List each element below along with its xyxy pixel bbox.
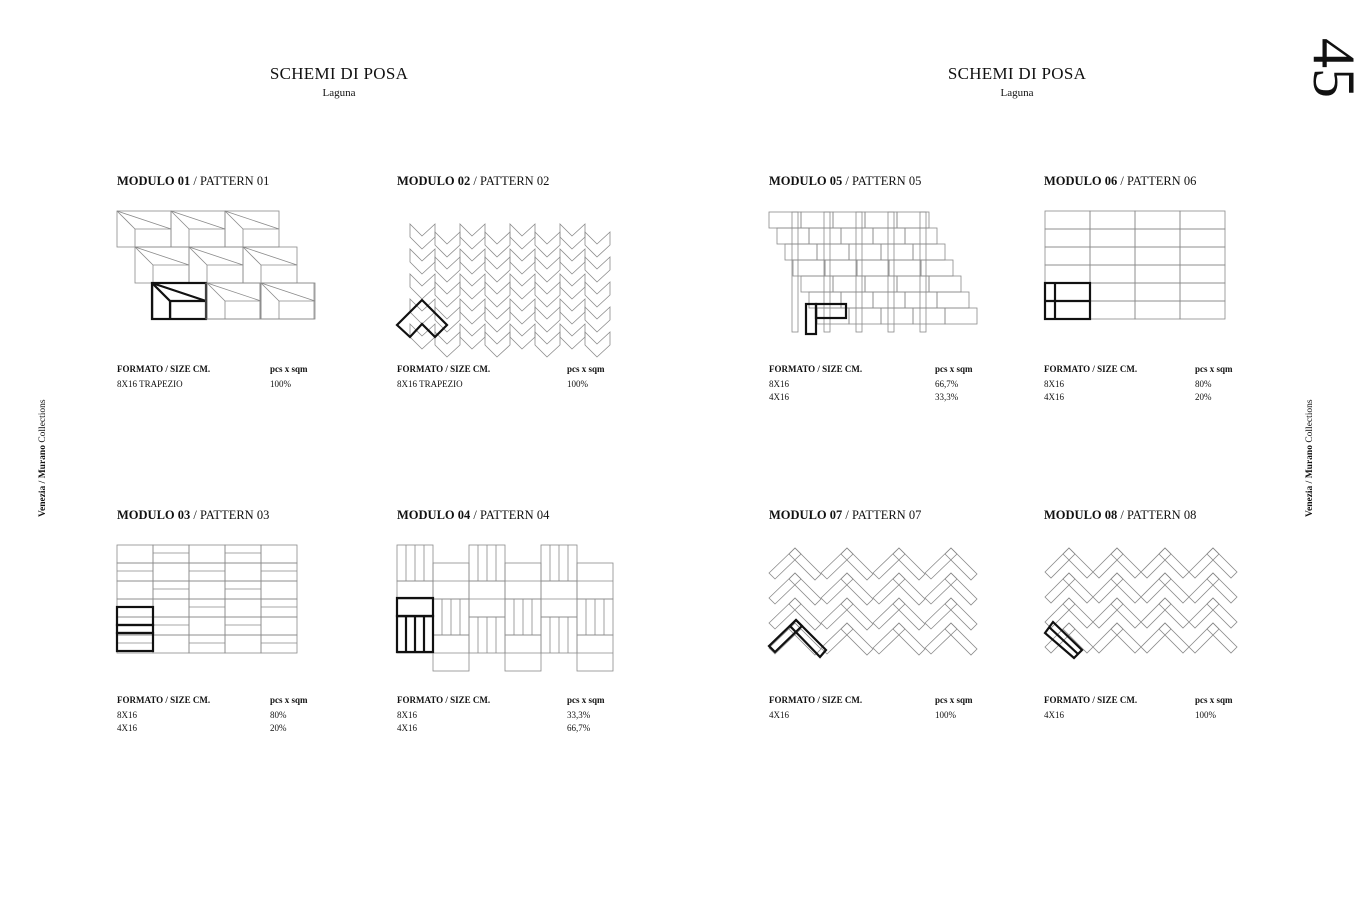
tile — [460, 274, 485, 299]
side-label-suffix: Collections — [38, 399, 48, 446]
tile — [893, 623, 925, 655]
tile — [865, 212, 897, 228]
tile — [1180, 301, 1225, 319]
tile — [1063, 573, 1093, 603]
tile — [207, 283, 261, 301]
module-number: MODULO 01 — [117, 174, 191, 188]
tile — [585, 232, 610, 257]
tile — [881, 244, 913, 260]
tile — [117, 545, 153, 563]
tile — [1063, 548, 1093, 578]
tile — [801, 212, 833, 228]
tile — [225, 211, 279, 229]
size-value: 4X16 — [1044, 391, 1064, 402]
tile — [1090, 301, 1135, 319]
tile — [1180, 229, 1225, 247]
tile — [153, 581, 189, 599]
tile — [189, 247, 243, 265]
highlight-tile — [806, 304, 816, 334]
side-label-brand: Venezia / Murano — [1305, 445, 1315, 517]
tile — [785, 244, 817, 260]
size-value: 8X16 — [1044, 379, 1064, 389]
pcs-header: pcs x sqm — [270, 364, 308, 374]
tile — [225, 545, 261, 563]
tile — [460, 249, 485, 274]
tile — [1207, 573, 1237, 603]
tile — [1159, 573, 1189, 603]
module-number: MODULO 04 — [397, 508, 471, 522]
tile — [261, 599, 297, 617]
tile — [809, 292, 841, 308]
tile — [535, 232, 560, 257]
tile — [849, 308, 881, 324]
page-subtitle-right: Laguna — [1000, 87, 1034, 99]
tile — [1135, 247, 1180, 265]
size-header: FORMATO / SIZE CM. — [117, 364, 211, 374]
pcs-value: 80% — [270, 710, 287, 720]
tile — [1135, 229, 1180, 247]
tile — [1180, 265, 1225, 283]
tile — [485, 257, 510, 282]
pcs-header: pcs x sqm — [567, 364, 605, 374]
page-title-right: SCHEMI DI POSA — [947, 64, 1087, 83]
tile — [189, 545, 225, 563]
tile — [937, 292, 969, 308]
module-number: MODULO 05 — [769, 174, 843, 188]
tile — [225, 599, 261, 617]
tile — [1189, 598, 1219, 628]
tile — [913, 308, 945, 324]
pcs-header: pcs x sqm — [935, 695, 973, 705]
highlight-tile — [397, 598, 433, 616]
pcs-value: 100% — [935, 710, 956, 720]
tile — [801, 276, 833, 292]
module-number: MODULO 06 — [1044, 174, 1118, 188]
tile — [510, 249, 535, 274]
tile — [1045, 247, 1090, 265]
pcs-header: pcs x sqm — [270, 695, 308, 705]
tile — [841, 228, 873, 244]
pcs-header: pcs x sqm — [1195, 364, 1233, 374]
tile — [243, 247, 297, 265]
tile — [410, 224, 435, 249]
tile — [560, 249, 585, 274]
tile — [117, 211, 171, 229]
pattern-label: / PATTERN 05 — [842, 174, 922, 188]
tile — [153, 599, 189, 617]
tile — [585, 282, 610, 307]
tile — [1189, 548, 1219, 578]
size-value: 4X16 — [769, 710, 789, 720]
tile — [809, 228, 841, 244]
tile — [789, 598, 821, 630]
tile — [485, 282, 510, 307]
tile — [897, 212, 929, 228]
highlight-tile — [117, 633, 153, 651]
tile — [1135, 265, 1180, 283]
tile — [171, 211, 225, 229]
size-header: FORMATO / SIZE CM. — [769, 695, 863, 705]
tile — [261, 635, 297, 653]
highlight-tile — [152, 283, 206, 301]
tile — [817, 308, 849, 324]
tile — [1093, 623, 1123, 653]
tile — [585, 307, 610, 332]
page-subtitle-left: Laguna — [322, 87, 356, 99]
tile — [1045, 211, 1090, 229]
tile — [945, 548, 977, 580]
tile — [1180, 211, 1225, 229]
tile — [1159, 598, 1189, 628]
tile — [189, 617, 225, 635]
size-header: FORMATO / SIZE CM. — [397, 695, 491, 705]
tile — [841, 573, 873, 605]
tile — [189, 581, 225, 599]
tile — [1063, 598, 1093, 628]
tile — [510, 299, 535, 324]
tile — [841, 598, 873, 630]
tile — [510, 274, 535, 299]
tile — [435, 307, 460, 332]
pcs-header: pcs x sqm — [935, 364, 973, 374]
tile — [905, 292, 937, 308]
tile — [585, 332, 610, 357]
tile — [777, 228, 809, 244]
tile — [1207, 598, 1237, 628]
tile — [560, 274, 585, 299]
tile — [485, 332, 510, 357]
tile — [560, 299, 585, 324]
tile — [881, 308, 913, 324]
size-value: 8X16 TRAPEZIO — [117, 379, 183, 389]
tile — [1045, 573, 1075, 603]
module-number: MODULO 07 — [769, 508, 843, 522]
side-label-suffix: Collections — [1305, 399, 1315, 446]
pattern-label: / PATTERN 07 — [842, 508, 922, 522]
tile — [929, 276, 961, 292]
side-label-brand: Venezia / Murano — [38, 445, 48, 517]
tile — [1189, 573, 1219, 603]
tile — [225, 581, 261, 599]
highlight-tile — [816, 304, 846, 318]
tile — [893, 548, 925, 580]
tile — [153, 635, 189, 653]
tile — [585, 257, 610, 282]
tile — [535, 307, 560, 332]
tile — [897, 276, 929, 292]
size-value: 4X16 — [769, 391, 789, 402]
tile — [905, 228, 937, 244]
pcs-value: 20% — [1195, 391, 1212, 402]
tile — [789, 573, 821, 605]
tile — [1135, 283, 1180, 301]
tile — [873, 292, 905, 308]
tile — [1111, 573, 1141, 603]
tile — [1090, 247, 1135, 265]
tile — [1045, 548, 1075, 578]
tile — [945, 623, 977, 655]
tile — [225, 563, 261, 581]
tile — [1045, 283, 1090, 301]
highlight-tile — [117, 625, 153, 633]
tile — [1045, 301, 1090, 319]
tile — [1135, 301, 1180, 319]
pcs-header: pcs x sqm — [1195, 695, 1233, 705]
pcs-value: 100% — [567, 379, 588, 389]
pattern-label: / PATTERN 08 — [1117, 508, 1197, 522]
size-value: 4X16 — [1044, 710, 1064, 720]
tile — [117, 563, 153, 581]
tile — [261, 581, 297, 599]
size-header: FORMATO / SIZE CM. — [117, 695, 211, 705]
tile — [1207, 623, 1237, 653]
pattern-label: / PATTERN 01 — [190, 174, 270, 188]
pcs-header: pcs x sqm — [567, 695, 605, 705]
tile — [893, 598, 925, 630]
tile — [261, 283, 315, 301]
tile — [893, 573, 925, 605]
tile — [261, 617, 297, 635]
tile — [913, 244, 945, 260]
tile — [535, 282, 560, 307]
tile — [1111, 598, 1141, 628]
tile — [225, 635, 261, 653]
tile — [535, 257, 560, 282]
tile — [1090, 283, 1135, 301]
tile — [769, 212, 801, 228]
tile — [1093, 573, 1123, 603]
tile — [510, 224, 535, 249]
pattern-label: / PATTERN 03 — [190, 508, 270, 522]
tile — [1135, 211, 1180, 229]
tile — [117, 581, 153, 599]
tile — [153, 617, 189, 635]
tile — [560, 324, 585, 349]
tile — [873, 228, 905, 244]
tile — [789, 548, 821, 580]
tile — [485, 232, 510, 257]
tile — [945, 308, 977, 324]
tile — [189, 599, 225, 617]
tile — [460, 224, 485, 249]
tile — [833, 212, 865, 228]
pcs-value: 100% — [270, 379, 291, 389]
size-header: FORMATO / SIZE CM. — [1044, 695, 1138, 705]
tile — [135, 247, 189, 265]
tile — [1159, 548, 1189, 578]
size-value: 8X16 TRAPEZIO — [397, 379, 463, 389]
size-value: 8X16 — [769, 379, 789, 389]
tile — [410, 274, 435, 299]
tile — [1090, 265, 1135, 283]
tile — [1090, 229, 1135, 247]
tile — [1093, 598, 1123, 628]
page-number: 45 — [1301, 38, 1367, 98]
tile — [261, 545, 297, 563]
highlight-tile — [117, 607, 153, 625]
tile — [1141, 598, 1171, 628]
tile — [1180, 247, 1225, 265]
tile — [1159, 623, 1189, 653]
tile — [1045, 229, 1090, 247]
tile — [460, 324, 485, 349]
tile — [1111, 623, 1141, 653]
tile — [435, 332, 460, 357]
tile — [435, 257, 460, 282]
tile — [1063, 623, 1093, 653]
tile — [1207, 548, 1237, 578]
pcs-value: 80% — [1195, 379, 1212, 389]
tile — [435, 282, 460, 307]
tile — [841, 548, 873, 580]
size-value: 8X16 — [117, 710, 137, 720]
pattern-label: / PATTERN 06 — [1117, 174, 1197, 188]
tile — [410, 249, 435, 274]
pcs-value: 100% — [1195, 710, 1216, 720]
tile — [1090, 211, 1135, 229]
tile — [1111, 548, 1141, 578]
tile — [833, 276, 865, 292]
page-title-left: SCHEMI DI POSA — [269, 64, 409, 83]
module-number: MODULO 02 — [397, 174, 471, 188]
size-value: 8X16 — [397, 710, 417, 720]
tile — [485, 307, 510, 332]
tile — [535, 332, 560, 357]
pcs-value: 20% — [270, 722, 287, 733]
tile — [849, 244, 881, 260]
tile — [1180, 283, 1225, 301]
tile — [1045, 265, 1090, 283]
pcs-value: 66,7% — [935, 379, 959, 389]
tile — [189, 563, 225, 581]
tile — [1141, 548, 1171, 578]
tile — [153, 545, 189, 563]
size-header: FORMATO / SIZE CM. — [769, 364, 863, 374]
module-number: MODULO 08 — [1044, 508, 1118, 522]
tile — [410, 324, 435, 349]
pcs-value: 33,3% — [935, 391, 959, 402]
size-value: 4X16 — [117, 722, 137, 733]
module-number: MODULO 03 — [117, 508, 191, 522]
tile — [1093, 548, 1123, 578]
tile — [865, 276, 897, 292]
tile — [261, 563, 297, 581]
tile — [841, 623, 873, 655]
tile — [1141, 573, 1171, 603]
tile — [435, 232, 460, 257]
tile — [560, 224, 585, 249]
highlight-tile — [790, 620, 826, 657]
tile — [410, 299, 435, 324]
pcs-value: 33,3% — [567, 710, 591, 720]
tile — [189, 635, 225, 653]
tile — [1045, 598, 1075, 628]
pattern-label: / PATTERN 04 — [470, 508, 550, 522]
tile — [1141, 623, 1171, 653]
tile — [153, 563, 189, 581]
tile — [460, 299, 485, 324]
size-value: 4X16 — [397, 722, 417, 733]
pcs-value: 66,7% — [567, 722, 591, 733]
tile — [945, 598, 977, 630]
tile — [1189, 623, 1219, 653]
tile — [510, 324, 535, 349]
tile — [225, 617, 261, 635]
size-header: FORMATO / SIZE CM. — [397, 364, 491, 374]
tile — [817, 244, 849, 260]
tile — [945, 573, 977, 605]
pattern-label: / PATTERN 02 — [470, 174, 550, 188]
size-header: FORMATO / SIZE CM. — [1044, 364, 1138, 374]
highlight-tile — [397, 300, 447, 337]
